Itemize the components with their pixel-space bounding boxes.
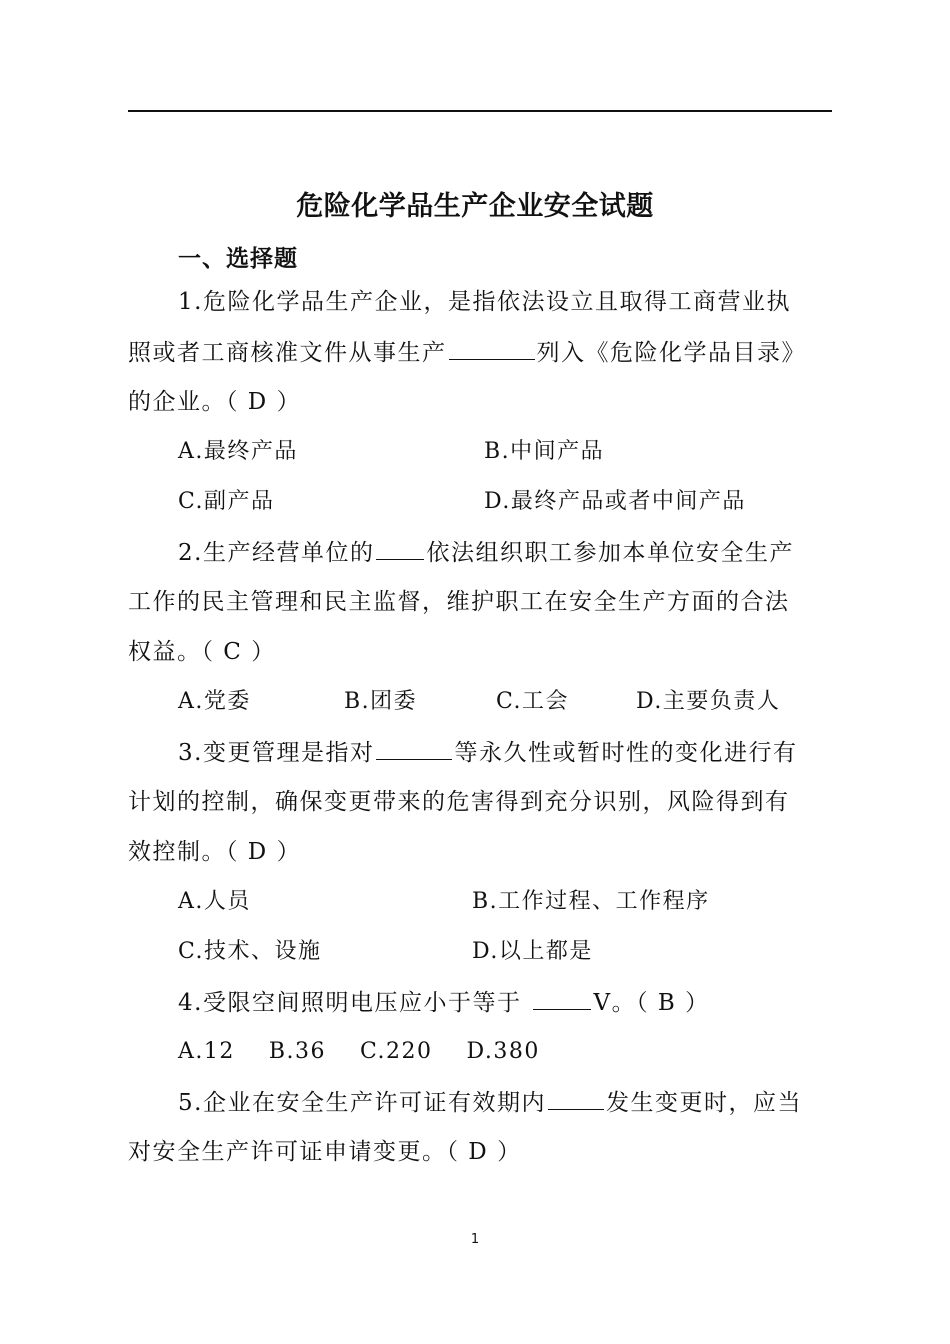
q1-option-c: C.副产品 [178, 489, 275, 514]
q3-option-d: D.以上都是 [472, 939, 593, 964]
q4-line-1-b: V。（ B ） [593, 990, 710, 1016]
q3-line-1 [178, 737, 797, 768]
q3-line-2: 计划的控制，确保变更带来的危害得到充分识别，风险得到有 [128, 789, 790, 815]
q5-line-1-a: 5.企业在安全生产许可证有效期内 [178, 1090, 546, 1116]
q2-option-c: C.工会 [496, 689, 570, 714]
q3-line-1-b: 等永久性或暂时性的变化进行有 [454, 740, 798, 766]
q2-line-1-a: 2.生产经营单位的 [178, 540, 375, 566]
q4-line-1 [178, 987, 710, 1018]
q4-blank [533, 987, 591, 1010]
q1-line-3: 的企业。（ D ） [128, 389, 302, 415]
q3-line-1-a: 3.变更管理是指对 [178, 740, 375, 766]
q5-blank [548, 1087, 604, 1110]
q3-blank [376, 737, 452, 760]
q2-option-a: A.党委 [178, 689, 251, 714]
q5-line-2: 对安全生产许可证申请变更。（ D ） [128, 1139, 522, 1165]
page-number: 1 [470, 1232, 480, 1247]
q2-line-1 [178, 537, 794, 568]
q4-options: A.12 B.36 C.220 D.380 [178, 1039, 540, 1064]
q2-line-3: 权益。（ C ） [128, 639, 276, 665]
q4-line-1-a: 4.受限空间照明电压应小于等于 [178, 990, 522, 1016]
q5-line-1-b: 发生变更时，应当 [605, 1090, 802, 1116]
q3-option-a: A.人员 [178, 889, 251, 914]
q1-line-2-b: 列入《危险化学品目录》 [536, 340, 806, 366]
q2-line-1-b: 依法组织职工参加本单位安全生产 [426, 540, 794, 566]
q1-option-b: B.中间产品 [484, 439, 605, 464]
q3-option-c: C.技术、设施 [178, 939, 322, 964]
q3-line-3: 效控制。（ D ） [128, 839, 302, 865]
q1-line-1: 1.危险化学品生产企业，是指依法设立且取得工商营业执 [178, 289, 791, 315]
q1-line-2-a: 照或者工商核准文件从事生产 [128, 340, 447, 366]
header-rule [128, 110, 832, 112]
q2-blank [376, 537, 424, 560]
q1-option-a: A.最终产品 [178, 439, 298, 464]
q5-line-1 [178, 1087, 802, 1118]
q3-option-b: B.工作过程、工作程序 [472, 889, 710, 914]
page-title: 危险化学品生产企业安全试题 [296, 191, 654, 222]
q2-option-d: D.主要负责人 [636, 689, 781, 714]
section-heading: 一、选择题 [178, 246, 298, 272]
q1-option-d: D.最终产品或者中间产品 [484, 489, 746, 514]
q1-line-2 [128, 337, 806, 368]
q1-blank [449, 337, 535, 360]
q2-option-b: B.团委 [344, 689, 418, 714]
q2-line-2: 工作的民主管理和民主监督，维护职工在安全生产方面的合法 [128, 589, 790, 615]
